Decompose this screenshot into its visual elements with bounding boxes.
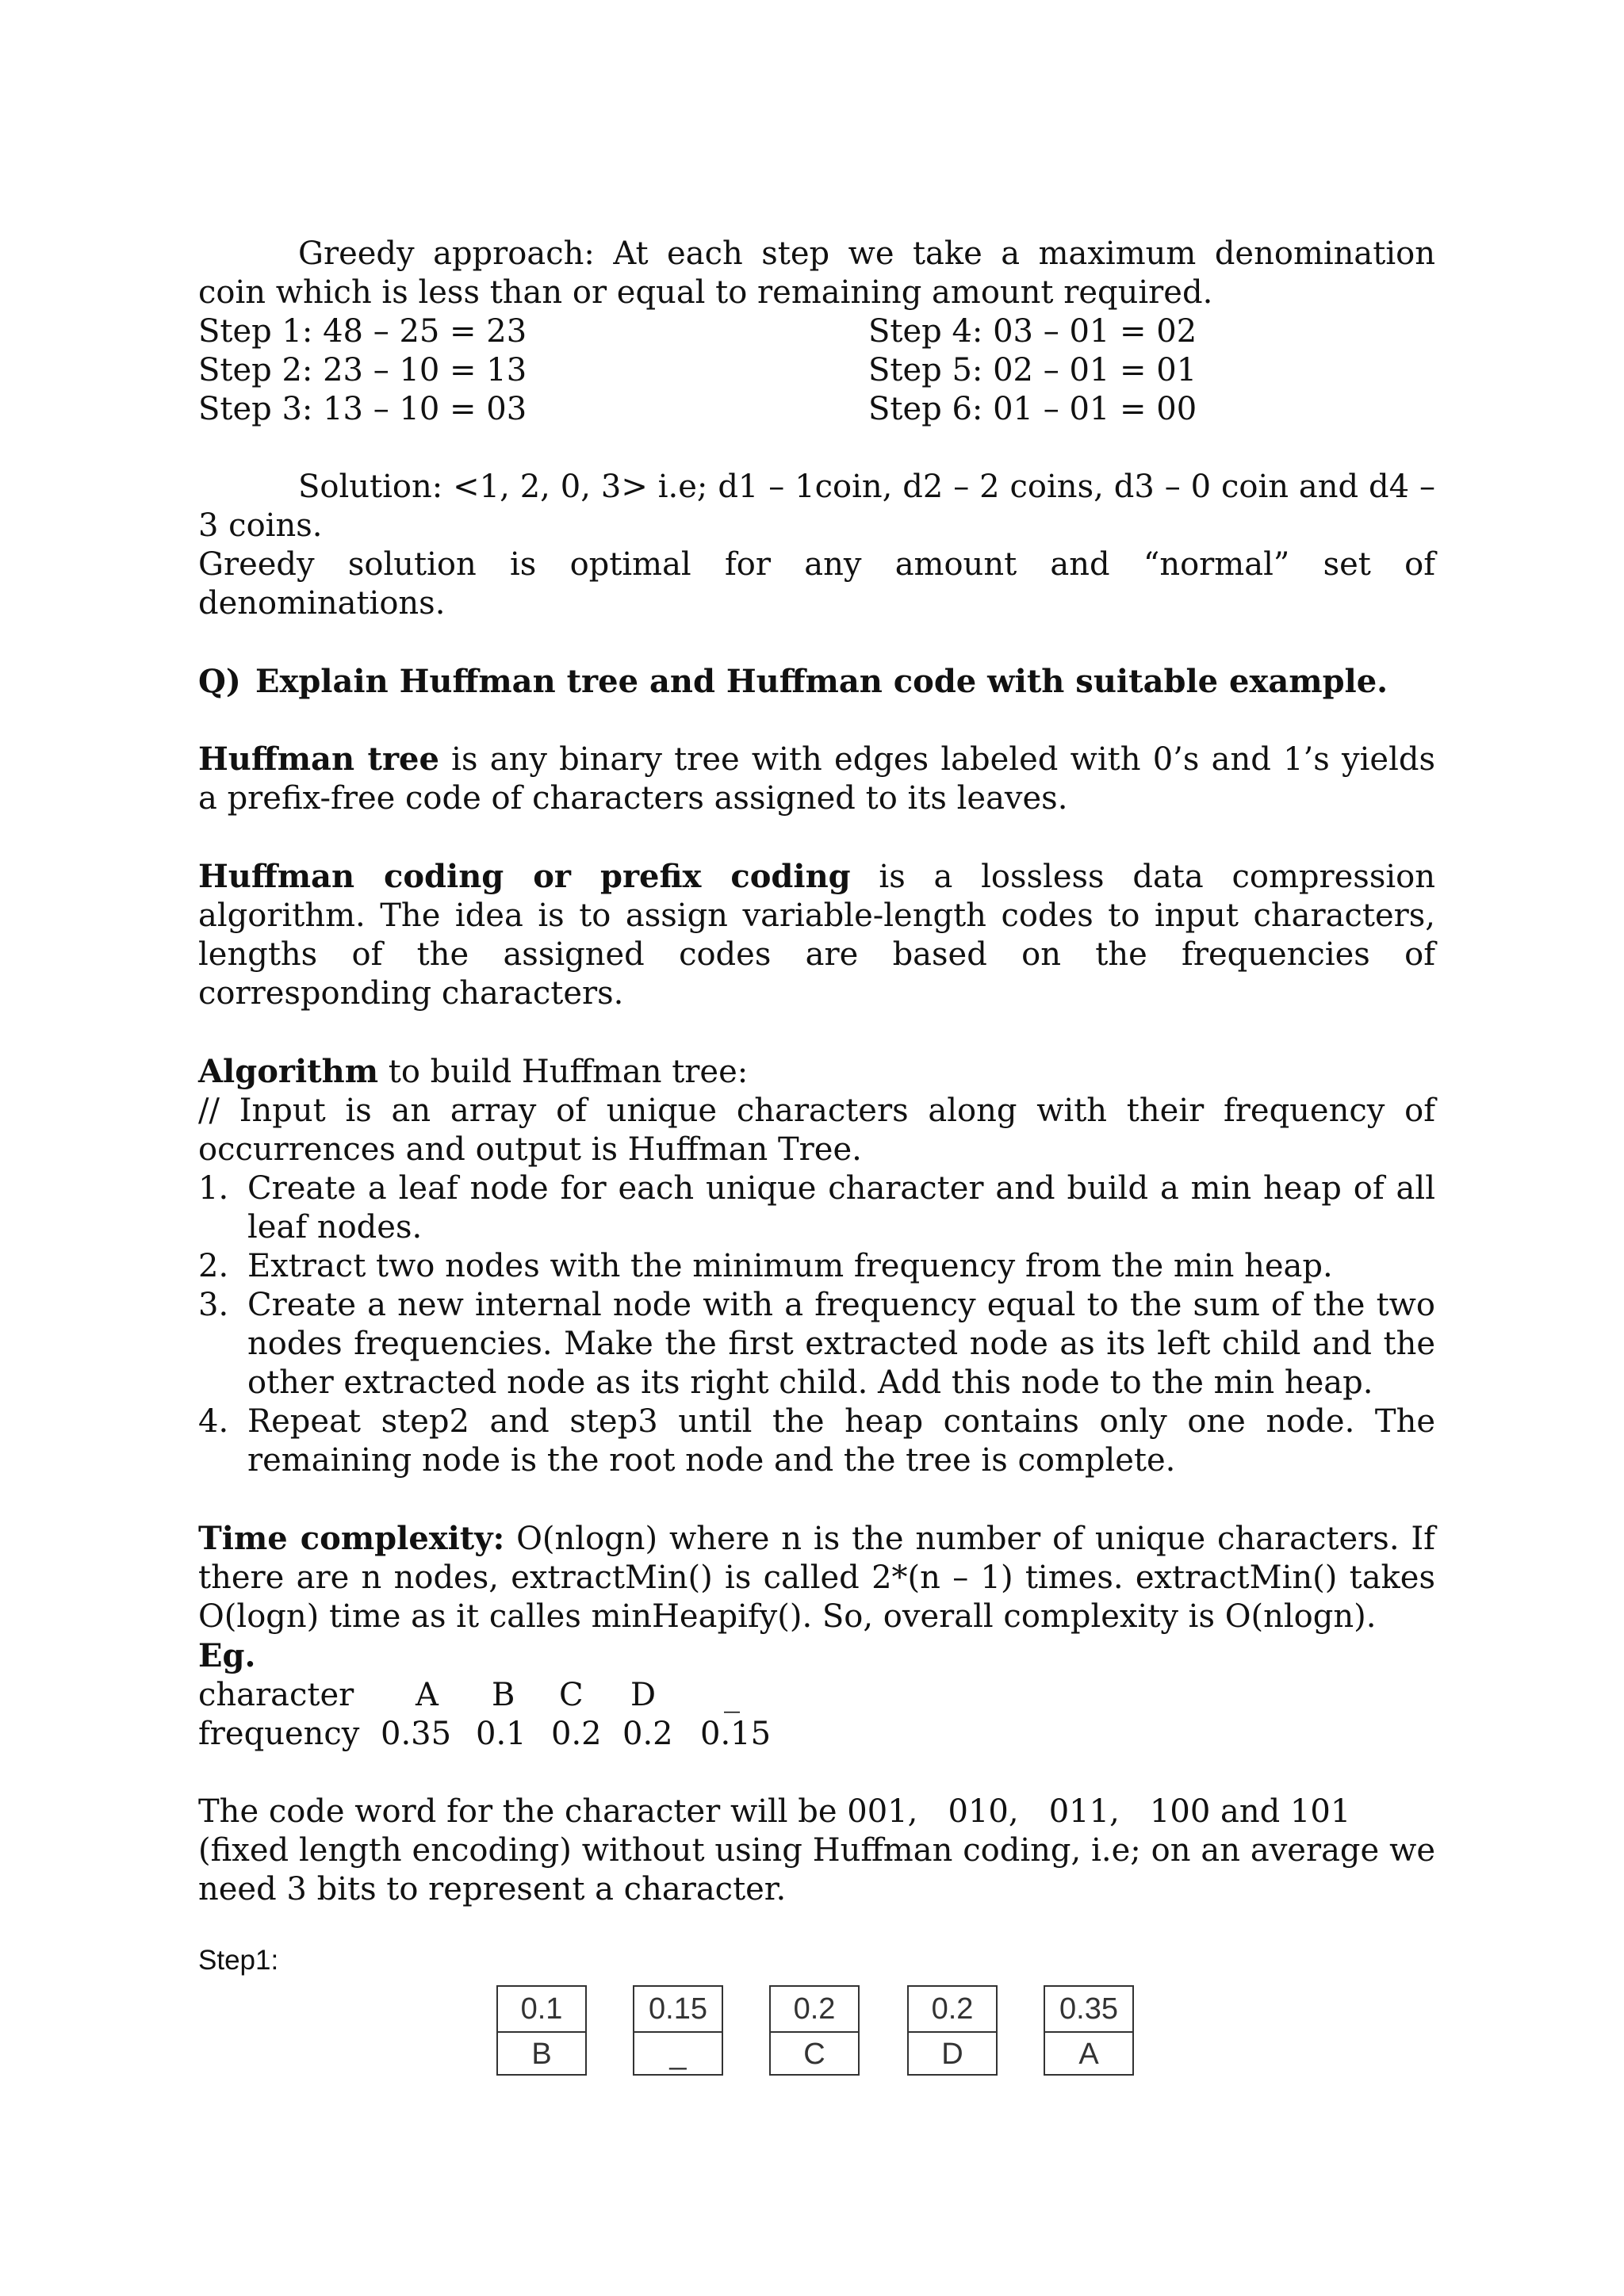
algorithm-heading-rest: to build Huffman tree: xyxy=(378,1054,749,1090)
huffman-tree-definition xyxy=(198,740,1435,818)
node-character: C xyxy=(803,2038,825,2071)
fixed-length-text: (fixed length encoding) without using Huffman coding, i.e; on an average we need 3 bits to represent a character. xyxy=(198,1832,1435,1908)
table-cell: _ xyxy=(724,1677,740,1713)
document-body xyxy=(198,235,1435,1909)
algorithm-heading xyxy=(198,1052,1435,1092)
table-cell: C xyxy=(559,1677,584,1713)
node-frequency: 0.15 xyxy=(634,1987,722,2033)
node-character: B xyxy=(531,2038,552,2071)
table-cell: A xyxy=(416,1677,439,1713)
solution-line: Solution: <1, 2, 0, 3> i.e; d1 – 1coin, d2 – 2 coins, d3 – 0 coin and d4 – xyxy=(298,469,1435,505)
table-cell: 0.2 xyxy=(622,1716,673,1752)
huffman-tree-text: is any binary tree with edges labeled with 0’s and 1’s yields a prefix-free code of characters assigned to its leaves. xyxy=(198,741,1436,817)
step1-label: Step1: xyxy=(198,1945,279,1976)
node-frequency: 0.2 xyxy=(771,1987,858,2033)
table-cell: 0.1 xyxy=(476,1716,527,1752)
node-frequency: 0.2 xyxy=(909,1987,996,2033)
algorithm-step xyxy=(198,1286,1435,1402)
algorithm-comment: // Input is an array of unique characters along with their frequency of occurrences and output is Huffman Tree. xyxy=(198,1093,1435,1168)
greedy-intro: Greedy approach: At each step we take a maximum denomination xyxy=(298,235,1435,272)
heap-node xyxy=(1044,1985,1134,2076)
algorithm-step xyxy=(198,1402,1435,1480)
fixed-length-line: The code word for the character will be 001, 010, 011, 100 and 101 xyxy=(198,1793,1351,1830)
algorithm-step xyxy=(198,1247,1435,1286)
time-complexity-term: Time complexity: xyxy=(198,1520,505,1557)
algorithm-step xyxy=(198,1169,1435,1247)
table-cell: 0.2 xyxy=(551,1716,602,1752)
step-text: Create a leaf node for each unique character and build a min heap of all leaf nodes. xyxy=(247,1170,1435,1246)
heap-node xyxy=(907,1985,998,2076)
node-character: A xyxy=(1078,2038,1099,2071)
question-heading xyxy=(198,662,1435,701)
node-frequency: 0.35 xyxy=(1045,1987,1132,2033)
step-number: 1. xyxy=(198,1170,229,1207)
table-cell: D xyxy=(630,1677,657,1713)
greedy-steps xyxy=(198,312,1435,429)
example-label xyxy=(198,1636,1435,1676)
node-frequency: 0.1 xyxy=(498,1987,585,2033)
greedy-step: Step 2: 23 – 10 = 13 xyxy=(198,352,527,388)
step-text: Extract two nodes with the minimum frequency from the min heap. xyxy=(247,1248,1333,1284)
table-cell: B xyxy=(492,1677,515,1713)
example-label-text: Eg. xyxy=(198,1637,256,1674)
solution-line-cont: 3 coins. xyxy=(198,507,323,544)
step-number: 2. xyxy=(198,1248,229,1284)
step-number: 3. xyxy=(198,1287,229,1323)
table-row xyxy=(198,1676,772,1715)
greedy-step: Step 5: 02 – 01 = 01 xyxy=(868,352,1197,388)
question-prefix: Q) xyxy=(198,663,241,700)
steps-left-column xyxy=(198,312,868,429)
step-number: 4. xyxy=(198,1403,229,1440)
node-character: _ xyxy=(669,2038,687,2071)
greedy-step: Step 6: 01 – 01 = 00 xyxy=(868,391,1197,427)
heap-nodes xyxy=(496,1985,1139,2079)
time-complexity xyxy=(198,1519,1435,1636)
greedy-step: Step 4: 03 – 01 = 02 xyxy=(868,313,1197,350)
table-cell: 0.15 xyxy=(700,1716,772,1752)
optimal-line-cont: denominations. xyxy=(198,585,446,622)
huffman-coding-text: is a lossless data compression algorithm. The idea is to assign variable-length codes to input characters, lengths of the assigned codes are based on the frequencies of corresponding characters. xyxy=(198,859,1435,1012)
question-text: Explain Huffman tree and Huffman code with suitable example. xyxy=(255,663,1388,700)
greedy-step: Step 3: 13 – 10 = 03 xyxy=(198,391,527,427)
greedy-step: Step 1: 48 – 25 = 23 xyxy=(198,313,527,350)
time-complexity-text: O(nlogn) where n is the number of unique characters. If there are n nodes, extractMin() is called 2*(n – 1) times. extractMin() takes O(logn) time as it calles minHeapify(). So, overall complexity is O(nlogn). xyxy=(198,1521,1435,1635)
steps-right-column xyxy=(868,312,1435,429)
huffman-coding-definition xyxy=(198,857,1435,1013)
node-character: D xyxy=(941,2038,963,2071)
step-text: Create a new internal node with a frequency equal to the sum of the two nodes frequencies. Make the first extracted node as its left child and the other extracted node as its right child. Add this node to the min heap. xyxy=(247,1287,1435,1401)
huffman-tree-term: Huffman tree xyxy=(198,740,439,778)
row-label: frequency xyxy=(198,1716,360,1752)
heap-node xyxy=(769,1985,860,2076)
frequency-table xyxy=(198,1676,772,1754)
table-row xyxy=(198,1715,772,1754)
table-cell: 0.35 xyxy=(381,1716,452,1752)
heap-node xyxy=(633,1985,723,2076)
algorithm-term: Algorithm xyxy=(198,1053,379,1090)
heap-node xyxy=(496,1985,587,2076)
greedy-intro-cont: coin which is less than or equal to remaining amount required. xyxy=(198,274,1213,311)
step-text: Repeat step2 and step3 until the heap contains only one node. The remaining node is the root node and the tree is complete. xyxy=(247,1403,1435,1479)
huffman-coding-term: Huffman coding or prefix coding xyxy=(198,858,851,895)
row-label: character xyxy=(198,1677,354,1713)
optimal-line: Greedy solution is optimal for any amount and “normal” set of xyxy=(198,546,1435,583)
algorithm-steps xyxy=(198,1169,1435,1480)
